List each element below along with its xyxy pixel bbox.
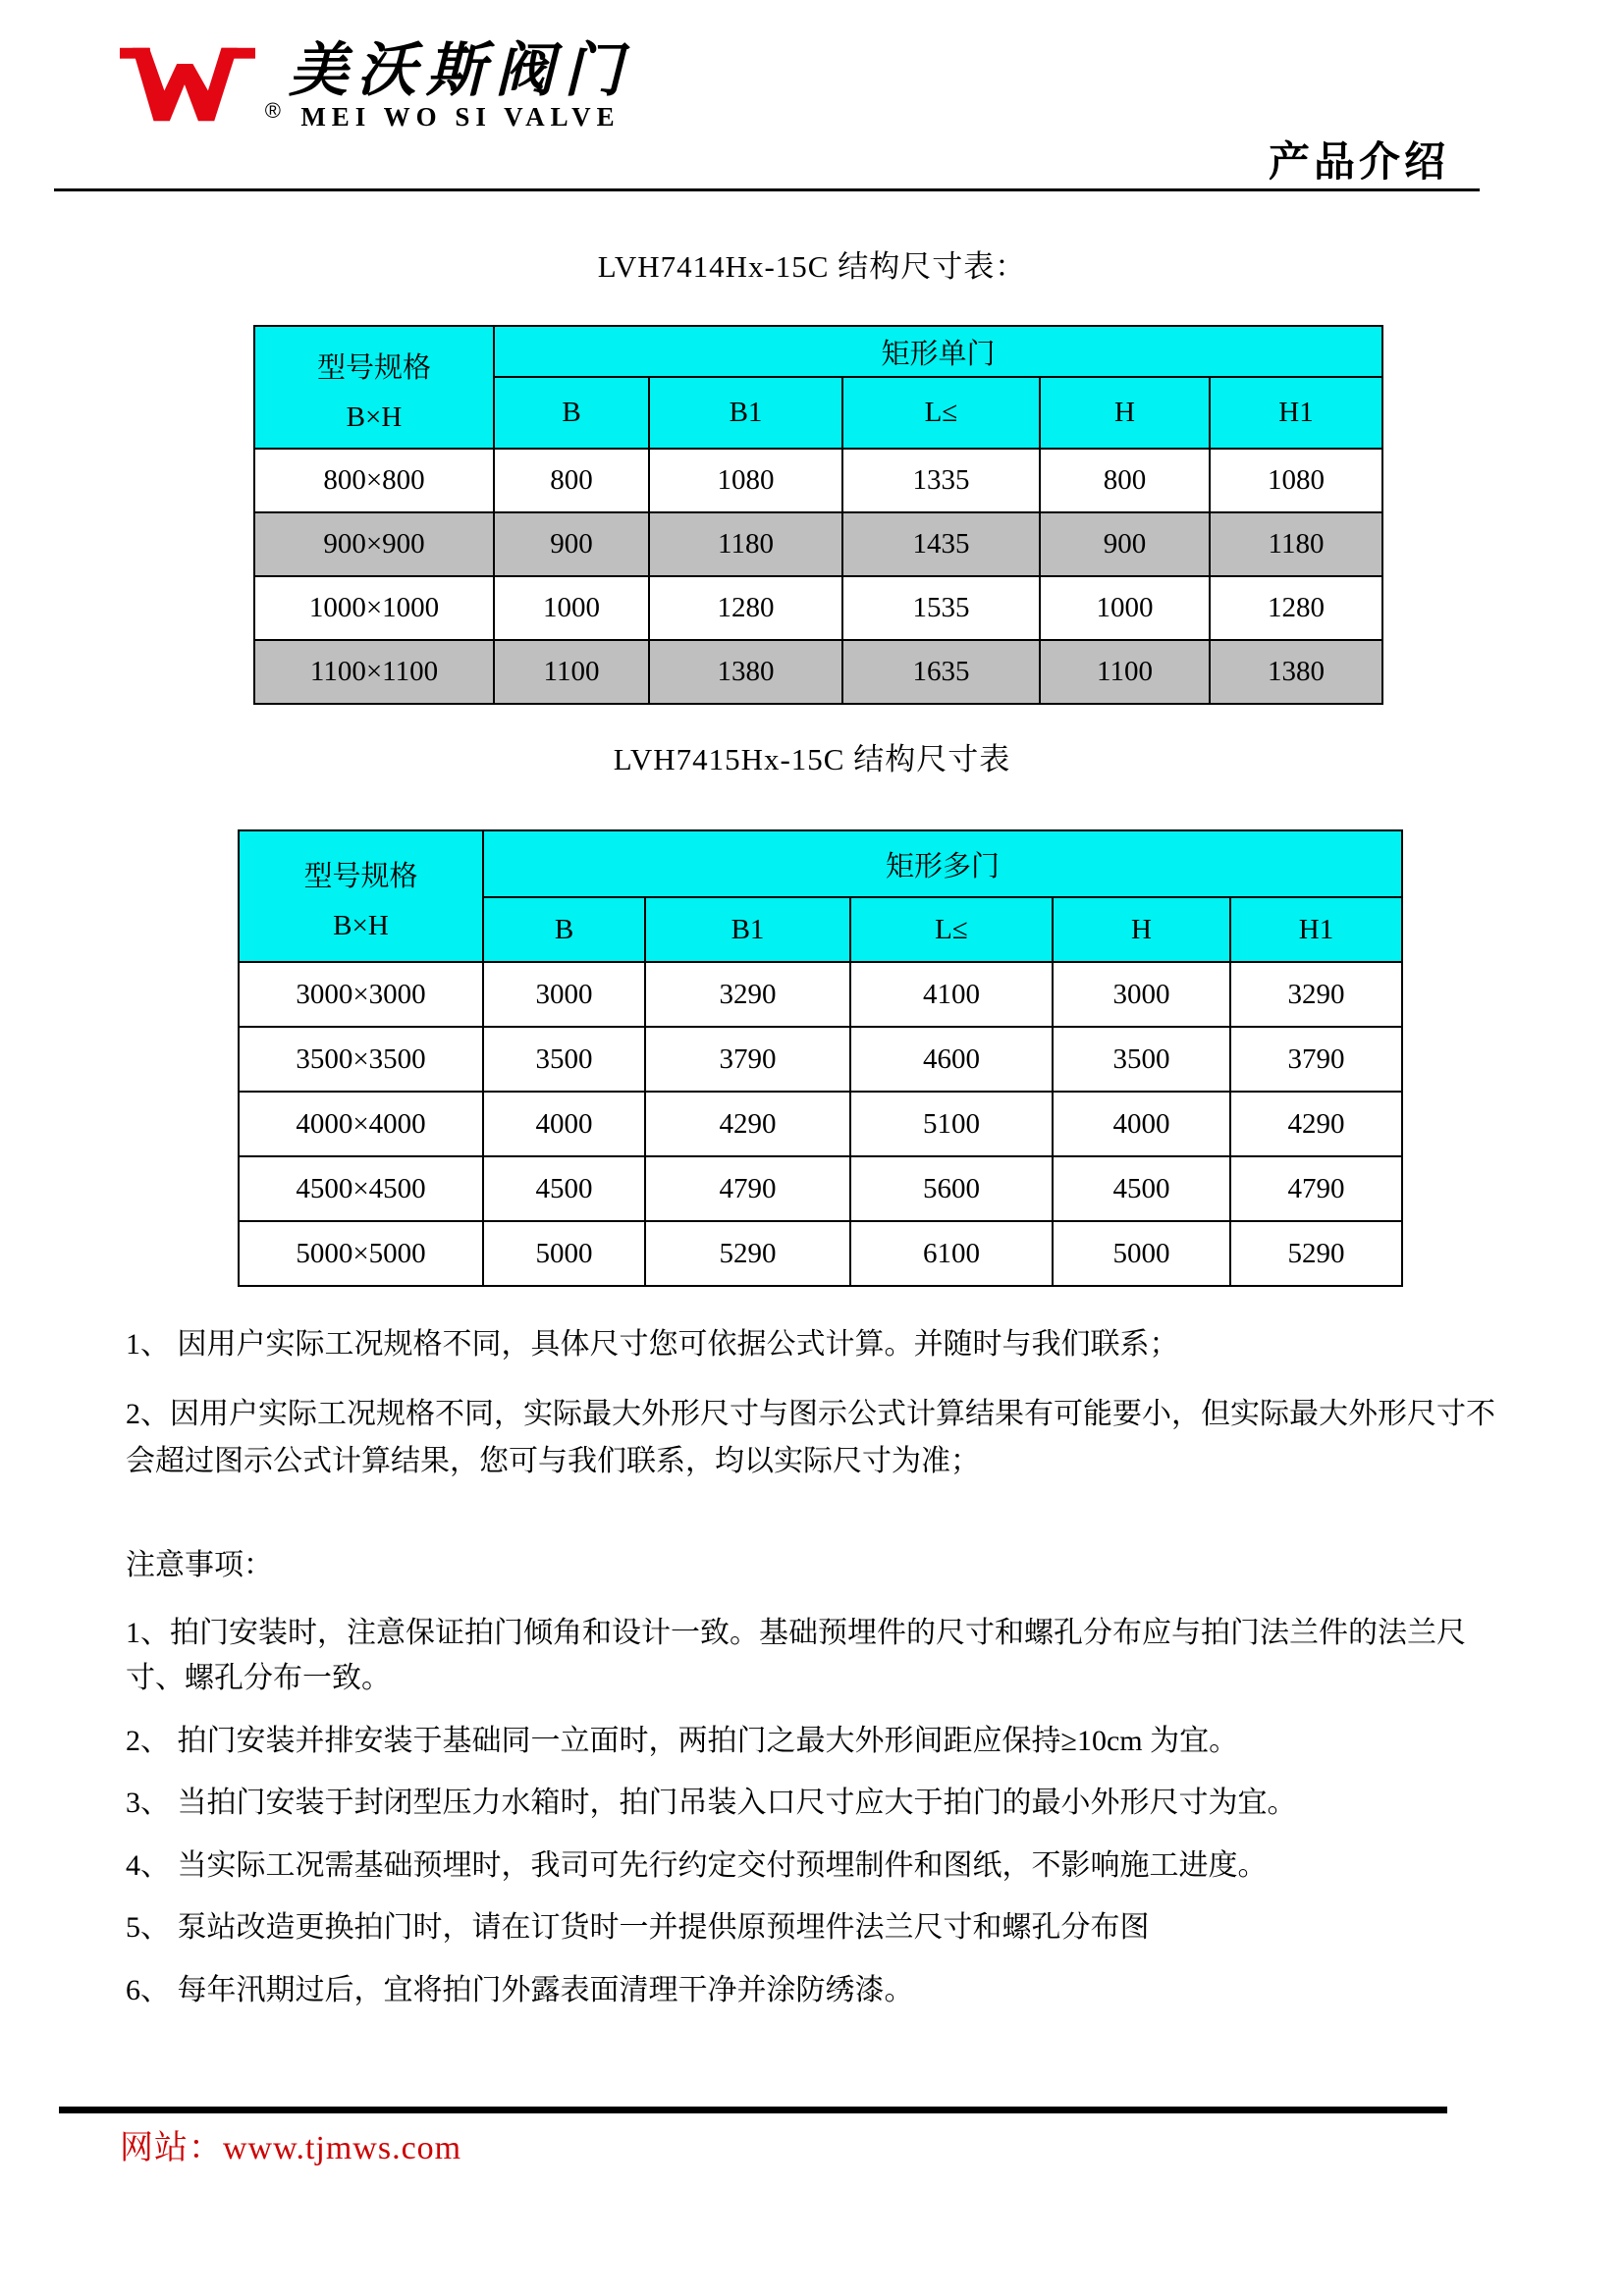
brand-name-chinese: 美沃斯阀门 (289, 38, 632, 103)
value-cell: 3000 (483, 962, 645, 1027)
value-cell: 1380 (649, 640, 842, 704)
model-cell: 900×900 (254, 512, 494, 576)
value-cell: 1080 (1210, 449, 1382, 512)
page-section-title: 产品介绍 (1268, 138, 1449, 185)
value-cell: 1000 (494, 576, 649, 640)
value-cell: 900 (494, 512, 649, 576)
model-cell: 800×800 (254, 449, 494, 512)
footer-divider-line (59, 2107, 1447, 2113)
value-cell: 4000 (1053, 1092, 1230, 1156)
value-cell: 1280 (649, 576, 842, 640)
table1-group-header: 矩形单门 (494, 326, 1382, 377)
table2-col-L: L≤ (850, 897, 1053, 962)
value-cell: 1435 (842, 512, 1040, 576)
table1-col-H: H (1040, 377, 1210, 449)
table1-title: LVH7414Hx-15C 结构尺寸表： (597, 249, 1027, 284)
table1-col-L: L≤ (842, 377, 1040, 449)
table2-col-B: B (483, 897, 645, 962)
caution-item: 4、 当实际工况需基础预埋时，我司可先行约定交付预埋制件和图纸，不影响施工进度。 (126, 1848, 1268, 1882)
table2-col-B1: B1 (645, 897, 850, 962)
value-cell: 1280 (1210, 576, 1382, 640)
value-cell: 1335 (842, 449, 1040, 512)
model-cell: 4000×4000 (239, 1092, 483, 1156)
table2-col-H: H (1053, 897, 1230, 962)
value-cell: 800 (1040, 449, 1210, 512)
notes-section (126, 1321, 1514, 1508)
model-cell: 1000×1000 (254, 576, 494, 640)
value-cell: 1180 (649, 512, 842, 576)
corner-label-line2: B×H (333, 910, 389, 941)
value-cell: 3290 (645, 962, 850, 1027)
table1-col-H1: H1 (1210, 377, 1382, 449)
value-cell: 5000 (483, 1221, 645, 1286)
value-cell: 5000 (1053, 1221, 1230, 1286)
value-cell: 1100 (1040, 640, 1210, 704)
model-cell: 4500×4500 (239, 1156, 483, 1221)
table2-col-H1: H1 (1230, 897, 1402, 962)
table-row (239, 1221, 1402, 1286)
table2-dimension-table (238, 829, 1403, 1287)
value-cell: 800 (494, 449, 649, 512)
brand-text-block (289, 38, 632, 133)
company-logo (120, 39, 632, 133)
corner-label-line1: 型号规格 (303, 861, 418, 892)
value-cell: 1080 (649, 449, 842, 512)
value-cell: 900 (1040, 512, 1210, 576)
w-logo-icon (120, 39, 281, 130)
table-row (239, 1156, 1402, 1221)
value-cell: 4500 (483, 1156, 645, 1221)
value-cell: 6100 (850, 1221, 1053, 1286)
cautions-section (126, 1543, 1514, 2030)
value-cell: 4790 (645, 1156, 850, 1221)
value-cell: 3500 (1053, 1027, 1230, 1092)
header-divider-line (54, 188, 1480, 191)
table-row (254, 449, 1382, 512)
note-item: 2、因用户实际工况规格不同，实际最大外形尺寸与图示公式计算结果有可能要小，但实际最大外形尺寸不会超过图示公式计算结果，您可与我们联系，均以实际尺寸为准； (126, 1398, 1495, 1477)
value-cell: 3290 (1230, 962, 1402, 1027)
cautions-heading: 注意事项： (126, 1549, 273, 1581)
value-cell: 4290 (1230, 1092, 1402, 1156)
table-row (239, 1092, 1402, 1156)
value-cell: 3500 (483, 1027, 645, 1092)
model-cell: 5000×5000 (239, 1221, 483, 1286)
value-cell: 3790 (645, 1027, 850, 1092)
table-row (254, 576, 1382, 640)
value-cell: 4290 (645, 1092, 850, 1156)
table-row (239, 962, 1402, 1027)
value-cell: 4600 (850, 1027, 1053, 1092)
table1-col-B1: B1 (649, 377, 842, 449)
value-cell: 4790 (1230, 1156, 1402, 1221)
value-cell: 1000 (1040, 576, 1210, 640)
value-cell: 5600 (850, 1156, 1053, 1221)
value-cell: 4100 (850, 962, 1053, 1027)
caution-item: 5、 泵站改造更换拍门时，请在订货时一并提供原预埋件法兰尺寸和螺孔分布图 (126, 1911, 1150, 1944)
footer-website (120, 2120, 461, 2168)
value-cell: 5290 (645, 1221, 850, 1286)
registered-trademark-symbol: ® (264, 98, 281, 123)
corner-label-line2: B×H (346, 400, 403, 433)
value-cell: 4500 (1053, 1156, 1230, 1221)
table1-col-B: B (494, 377, 649, 449)
value-cell: 3790 (1230, 1027, 1402, 1092)
caution-item: 6、 每年汛期过后，宜将拍门外露表面清理干净并涂防绣漆。 (126, 1973, 914, 2006)
table-row (239, 1027, 1402, 1092)
corner-label-line1: 型号规格 (316, 351, 431, 384)
table-row (254, 512, 1382, 576)
value-cell: 1380 (1210, 640, 1382, 704)
brand-name-english: MEI WO SI VALVE (300, 102, 621, 132)
caution-item: 2、 拍门安装并排安装于基础同一立面时，两拍门之最大外形间距应保持≥10cm 为宜。 (126, 1724, 1239, 1757)
note-item: 1、 因用户实际工况规格不同，具体尺寸您可依据公式计算。并随时与我们联系； (126, 1328, 1179, 1361)
model-cell: 3500×3500 (239, 1027, 483, 1092)
website-label: 网站： (120, 2130, 223, 2166)
table2-title: LVH7415Hx-15C 结构尺寸表 (613, 742, 1011, 776)
value-cell: 5290 (1230, 1221, 1402, 1286)
model-cell: 1100×1100 (254, 640, 494, 704)
value-cell: 1100 (494, 640, 649, 704)
model-cell: 3000×3000 (239, 962, 483, 1027)
website-url-link[interactable]: www.tjmws.com (223, 2130, 462, 2166)
value-cell: 1635 (842, 640, 1040, 704)
table-row (254, 640, 1382, 704)
value-cell: 3000 (1053, 962, 1230, 1027)
value-cell: 4000 (483, 1092, 645, 1156)
table2-corner-header (239, 830, 483, 962)
value-cell: 1535 (842, 576, 1040, 640)
caution-item: 3、 当拍门安装于封闭型压力水箱时，拍门吊装入口尺寸应大于拍门的最小外形尺寸为宜。 (126, 1787, 1297, 1819)
table1-dimension-table (253, 325, 1383, 705)
value-cell: 5100 (850, 1092, 1053, 1156)
value-cell: 1180 (1210, 512, 1382, 576)
table2-group-header: 矩形多门 (483, 830, 1402, 897)
caution-item: 1、拍门安装时，注意保证拍门倾角和设计一致。基础预埋件的尺寸和螺孔分布应与拍门法兰件的法兰尺寸、螺孔分布一致。 (126, 1616, 1466, 1694)
table1-corner-header (254, 326, 494, 449)
